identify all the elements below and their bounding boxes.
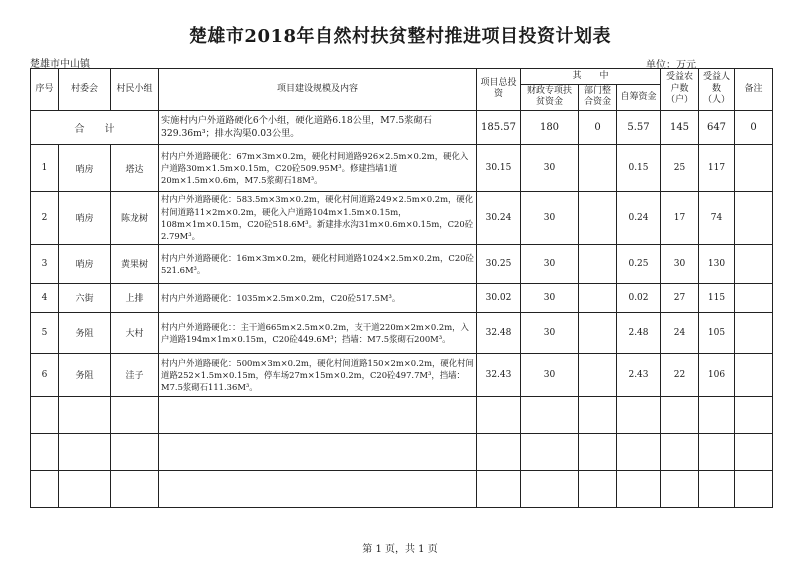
row-self: 2.43 <box>617 353 661 396</box>
row-remark <box>735 191 773 244</box>
total-invest: 185.57 <box>477 110 521 145</box>
row-seq: 4 <box>31 283 59 312</box>
header-people: 受益人数（人） <box>699 69 735 111</box>
row-content: 村内户外道路硬化：583.5m×3m×0.2m，硬化村间道路249×2.5m×0.2m，硬化村间道路11×2m×0.2m，硬化入户道路104m×1.5m×0.15m，108m×1m×0.15m，C20砼518.6M³。新建排水沟31m×0.6m×0.15m，C20砼2.79M³。 <box>159 191 477 244</box>
header-committee: 村委会 <box>59 69 111 111</box>
row-group: 黄果树 <box>111 244 159 283</box>
row-group: 上排 <box>111 283 159 312</box>
header-among: 其 中 <box>521 69 661 85</box>
table-row <box>31 191 773 244</box>
row-fiscal: 30 <box>521 244 579 283</box>
table-row <box>31 145 773 191</box>
header-content: 项目建设规模及内容 <box>159 69 477 111</box>
total-content: 实施村内户外道路硬化6个小组，硬化道路6.18公里，M7.5浆砌石329.36m³；排水沟渠0.03公里。 <box>159 110 477 145</box>
header-households: 受益农户数（户） <box>661 69 699 111</box>
row-committee: 哨房 <box>59 145 111 191</box>
row-people: 105 <box>699 312 735 353</box>
row-committee: 六街 <box>59 283 111 312</box>
row-fiscal: 30 <box>521 312 579 353</box>
row-total-invest: 32.43 <box>477 353 521 396</box>
row-self: 0.25 <box>617 244 661 283</box>
row-content: 村内户外道路硬化：16m×3m×0.2m，硬化村间道路1024×2.5m×0.2m，C20砼521.6M³。 <box>159 244 477 283</box>
total-people: 647 <box>699 110 735 145</box>
row-self: 2.48 <box>617 312 661 353</box>
row-group: 陈龙树 <box>111 191 159 244</box>
row-fiscal: 30 <box>521 191 579 244</box>
row-fiscal: 30 <box>521 145 579 191</box>
header-remark: 备注 <box>735 69 773 111</box>
row-households: 25 <box>661 145 699 191</box>
table-row <box>31 353 773 396</box>
row-seq: 5 <box>31 312 59 353</box>
total-remark: 0 <box>735 110 773 145</box>
total-households: 145 <box>661 110 699 145</box>
total-fiscal: 180 <box>521 110 579 145</box>
row-committee: 务阻 <box>59 312 111 353</box>
row-total-invest: 30.02 <box>477 283 521 312</box>
row-committee: 哨房 <box>59 191 111 244</box>
row-group: 洼子 <box>111 353 159 396</box>
table-row <box>31 283 773 312</box>
row-dept <box>579 283 617 312</box>
row-group: 大村 <box>111 312 159 353</box>
header-total-invest: 项目总投资 <box>477 69 521 111</box>
investment-plan-table <box>30 68 773 508</box>
row-people: 117 <box>699 145 735 191</box>
total-label: 合 计 <box>31 110 159 145</box>
row-total-invest: 30.25 <box>477 244 521 283</box>
row-households: 17 <box>661 191 699 244</box>
empty-row <box>31 396 773 433</box>
row-self: 0.24 <box>617 191 661 244</box>
row-households: 24 <box>661 312 699 353</box>
row-seq: 6 <box>31 353 59 396</box>
town-label: 楚雄市中山镇 <box>30 59 90 70</box>
row-content: 村内户外道路硬化：500m×3m×0.2m，硬化村间道路150×2m×0.2m，硬化村间道路252×1.5m×0.15m，停车场27m×15m×0.2m，C20砼497.7M³，挡墙：M7.5浆砌石111.36M³。 <box>159 353 477 396</box>
row-dept <box>579 353 617 396</box>
row-people: 115 <box>699 283 735 312</box>
row-content: 村内户外道路硬化：67m×3m×0.2m，硬化村间道路926×2.5m×0.2m，硬化入户道路30m×1.5m×0.15m，C20砼509.95M³。修建挡墙1道20m×1.5m×0.6m，M7.5浆砌石18M³。 <box>159 145 477 191</box>
row-fiscal: 30 <box>521 283 579 312</box>
empty-row <box>31 433 773 470</box>
row-seq: 2 <box>31 191 59 244</box>
row-households: 22 <box>661 353 699 396</box>
row-people: 74 <box>699 191 735 244</box>
header-self: 自筹资金 <box>617 85 661 111</box>
row-committee: 哨房 <box>59 244 111 283</box>
header-dept: 部门整合资金 <box>579 85 617 111</box>
total-row <box>31 110 773 145</box>
table-row <box>31 244 773 283</box>
row-remark <box>735 244 773 283</box>
row-committee: 务阻 <box>59 353 111 396</box>
row-content: 村内户外道路硬化：1035m×2.5m×0.2m，C20砼517.5M³。 <box>159 283 477 312</box>
row-dept <box>579 244 617 283</box>
row-total-invest: 30.15 <box>477 145 521 191</box>
total-self: 5.57 <box>617 110 661 145</box>
row-dept <box>579 191 617 244</box>
row-seq: 3 <box>31 244 59 283</box>
row-households: 27 <box>661 283 699 312</box>
row-dept <box>579 312 617 353</box>
row-self: 0.15 <box>617 145 661 191</box>
row-remark <box>735 145 773 191</box>
row-remark <box>735 353 773 396</box>
row-people: 130 <box>699 244 735 283</box>
row-fiscal: 30 <box>521 353 579 396</box>
total-dept: 0 <box>579 110 617 145</box>
page-number: 第 1 页，共 1 页 <box>362 544 438 555</box>
row-remark <box>735 312 773 353</box>
row-total-invest: 32.48 <box>477 312 521 353</box>
row-group: 塔达 <box>111 145 159 191</box>
row-remark <box>735 283 773 312</box>
header-group: 村民小组 <box>111 69 159 111</box>
header-fiscal: 财政专项扶贫资金 <box>521 85 579 111</box>
row-total-invest: 30.24 <box>477 191 521 244</box>
empty-row <box>31 470 773 507</box>
row-dept <box>579 145 617 191</box>
row-self: 0.02 <box>617 283 661 312</box>
page-title: 楚雄市2018年自然村扶贫整村推进项目投资计划表 <box>188 26 612 47</box>
header-seq: 序号 <box>31 69 59 111</box>
unit-label: 单位：万元 <box>646 60 696 71</box>
row-people: 106 <box>699 353 735 396</box>
table-row <box>31 312 773 353</box>
row-seq: 1 <box>31 145 59 191</box>
row-households: 30 <box>661 244 699 283</box>
row-content: 村内户外道路硬化：：主干道665m×2.5m×0.2m，支干道220m×2m×0.2m，入户道路194m×1m×0.15m，C20砼449.6M³；挡墙：M7.5浆砌石200M³。 <box>159 312 477 353</box>
